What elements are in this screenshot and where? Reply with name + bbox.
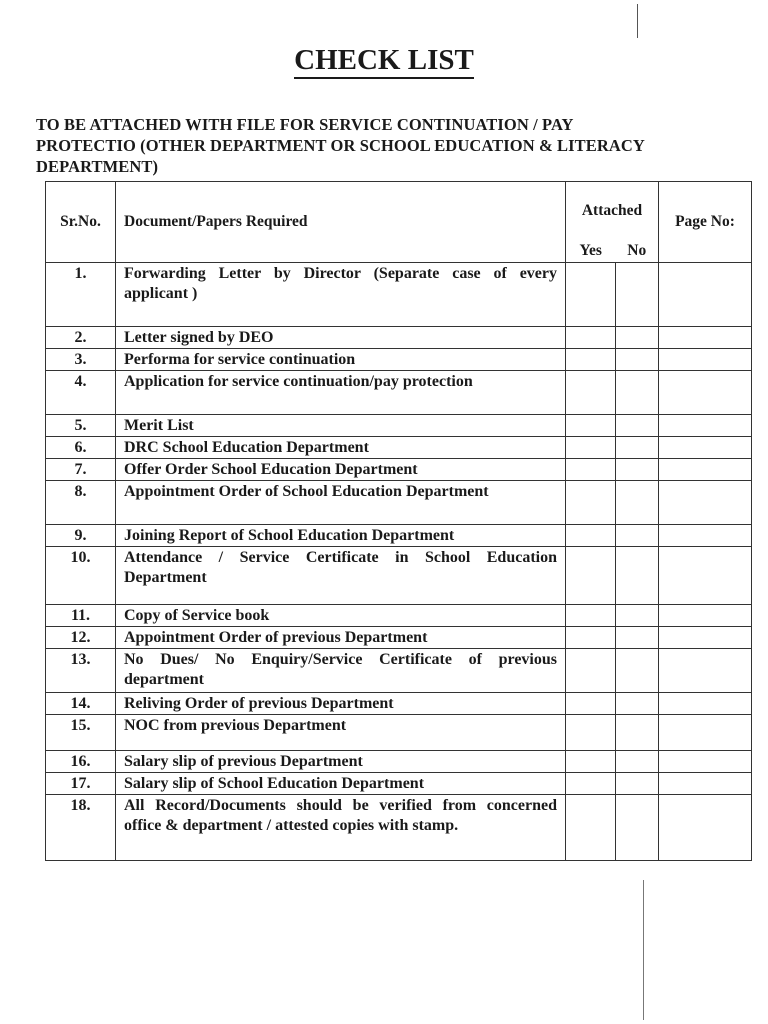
row-attached-no-cell[interactable] [616, 327, 659, 349]
page-title [0, 44, 768, 77]
table-row [46, 437, 752, 459]
row-attached-no-cell[interactable] [616, 371, 659, 415]
row-page-no-cell[interactable] [659, 459, 752, 481]
row-document: Letter signed by DEO [116, 327, 566, 349]
row-page-no-cell[interactable] [659, 751, 752, 773]
row-attached-no-cell[interactable] [616, 349, 659, 371]
row-sr-no: 7. [46, 459, 116, 481]
row-attached-no-cell[interactable] [616, 627, 659, 649]
row-sr-no: 3. [46, 349, 116, 371]
row-page-no-cell[interactable] [659, 525, 752, 547]
header-yes: Yes [566, 232, 616, 263]
row-attached-yes-cell[interactable] [566, 263, 616, 327]
table-row [46, 751, 752, 773]
row-page-no-cell[interactable] [659, 327, 752, 349]
row-sr-no: 10. [46, 547, 116, 605]
row-attached-no-cell[interactable] [616, 459, 659, 481]
row-sr-no: 18. [46, 795, 116, 861]
row-sr-no: 8. [46, 481, 116, 525]
row-sr-no: 14. [46, 693, 116, 715]
row-sr-no: 13. [46, 649, 116, 693]
row-attached-no-cell[interactable] [616, 715, 659, 751]
row-attached-yes-cell[interactable] [566, 795, 616, 861]
row-attached-yes-cell[interactable] [566, 437, 616, 459]
row-attached-no-cell[interactable] [616, 481, 659, 525]
row-document: Salary slip of previous Department [116, 751, 566, 773]
row-sr-no: 5. [46, 415, 116, 437]
table-row [46, 263, 752, 327]
table-row [46, 327, 752, 349]
row-sr-no: 11. [46, 605, 116, 627]
row-document: Salary slip of School Education Department [116, 773, 566, 795]
row-document: No Dues/ No Enquiry/Service Certificate of previous department [116, 649, 566, 693]
header-document: Document/Papers Required [116, 182, 566, 263]
row-page-no-cell[interactable] [659, 481, 752, 525]
page-subtitle: TO BE ATTACHED WITH FILE FOR SERVICE CONTINUATION / PAY PROTECTIO (OTHER DEPARTMENT OR SCHOOL EDUCATION & LITERACY DEPARTMENT) [36, 115, 645, 176]
checklist-table [45, 181, 752, 861]
row-page-no-cell[interactable] [659, 605, 752, 627]
row-sr-no: 15. [46, 715, 116, 751]
row-document: Appointment Order of School Education Department [116, 481, 566, 525]
row-attached-no-cell[interactable] [616, 751, 659, 773]
row-attached-no-cell[interactable] [616, 693, 659, 715]
table-row [46, 693, 752, 715]
row-page-no-cell[interactable] [659, 547, 752, 605]
row-attached-yes-cell[interactable] [566, 459, 616, 481]
row-attached-no-cell[interactable] [616, 547, 659, 605]
row-attached-yes-cell[interactable] [566, 605, 616, 627]
row-document: Joining Report of School Education Department [116, 525, 566, 547]
row-document: Performa for service continuation [116, 349, 566, 371]
row-page-no-cell[interactable] [659, 795, 752, 861]
row-attached-yes-cell[interactable] [566, 715, 616, 751]
table-row [46, 715, 752, 751]
table-row [46, 415, 752, 437]
page-title-text: CHECK LIST [294, 44, 474, 79]
scan-margin-mark [637, 4, 638, 38]
row-page-no-cell[interactable] [659, 649, 752, 693]
row-sr-no: 4. [46, 371, 116, 415]
row-attached-yes-cell[interactable] [566, 693, 616, 715]
row-page-no-cell[interactable] [659, 715, 752, 751]
row-attached-no-cell[interactable] [616, 605, 659, 627]
row-attached-yes-cell[interactable] [566, 649, 616, 693]
row-document: Attendance / Service Certificate in School Education Department [116, 547, 566, 605]
row-document: Forwarding Letter by Director (Separate case of every applicant ) [116, 263, 566, 327]
row-attached-yes-cell[interactable] [566, 327, 616, 349]
table-row [46, 525, 752, 547]
table-row [46, 349, 752, 371]
table-row [46, 481, 752, 525]
row-document: Offer Order School Education Department [116, 459, 566, 481]
row-document: All Record/Documents should be verified from concerned office & department / attested copies with stamp. [116, 795, 566, 861]
row-attached-yes-cell[interactable] [566, 349, 616, 371]
row-attached-yes-cell[interactable] [566, 525, 616, 547]
row-attached-yes-cell[interactable] [566, 773, 616, 795]
row-attached-yes-cell[interactable] [566, 627, 616, 649]
row-attached-yes-cell[interactable] [566, 415, 616, 437]
row-page-no-cell[interactable] [659, 773, 752, 795]
table-row [46, 773, 752, 795]
row-attached-yes-cell[interactable] [566, 751, 616, 773]
row-document: Appointment Order of previous Department [116, 627, 566, 649]
row-sr-no: 2. [46, 327, 116, 349]
row-page-no-cell[interactable] [659, 415, 752, 437]
row-attached-no-cell[interactable] [616, 437, 659, 459]
table-header-row [46, 182, 752, 233]
row-attached-yes-cell[interactable] [566, 481, 616, 525]
row-page-no-cell[interactable] [659, 693, 752, 715]
table-row [46, 371, 752, 415]
row-attached-no-cell[interactable] [616, 263, 659, 327]
header-page-no: Page No: [659, 182, 752, 263]
row-page-no-cell[interactable] [659, 371, 752, 415]
row-document: Copy of Service book [116, 605, 566, 627]
table-row [46, 459, 752, 481]
row-document: DRC School Education Department [116, 437, 566, 459]
row-sr-no: 17. [46, 773, 116, 795]
row-page-no-cell[interactable] [659, 263, 752, 327]
table-row [46, 795, 752, 861]
row-page-no-cell[interactable] [659, 627, 752, 649]
table-row [46, 547, 752, 605]
row-page-no-cell[interactable] [659, 437, 752, 459]
row-attached-no-cell[interactable] [616, 415, 659, 437]
row-attached-no-cell[interactable] [616, 649, 659, 693]
header-sr-no: Sr.No. [46, 182, 116, 263]
table-row [46, 649, 752, 693]
header-no: No [616, 232, 659, 263]
row-sr-no: 16. [46, 751, 116, 773]
scan-margin-mark [643, 880, 644, 1020]
row-document: Merit List [116, 415, 566, 437]
table-row [46, 605, 752, 627]
row-attached-yes-cell[interactable] [566, 371, 616, 415]
table-row [46, 627, 752, 649]
checklist-rows [46, 263, 752, 861]
row-document: Reliving Order of previous Department [116, 693, 566, 715]
row-sr-no: 9. [46, 525, 116, 547]
row-attached-no-cell[interactable] [616, 773, 659, 795]
row-attached-yes-cell[interactable] [566, 547, 616, 605]
row-document: NOC from previous Department [116, 715, 566, 751]
row-attached-no-cell[interactable] [616, 795, 659, 861]
row-attached-no-cell[interactable] [616, 525, 659, 547]
header-attached: Attached [566, 182, 659, 233]
row-sr-no: 6. [46, 437, 116, 459]
row-sr-no: 1. [46, 263, 116, 327]
row-document: Application for service continuation/pay protection [116, 371, 566, 415]
row-sr-no: 12. [46, 627, 116, 649]
row-page-no-cell[interactable] [659, 349, 752, 371]
